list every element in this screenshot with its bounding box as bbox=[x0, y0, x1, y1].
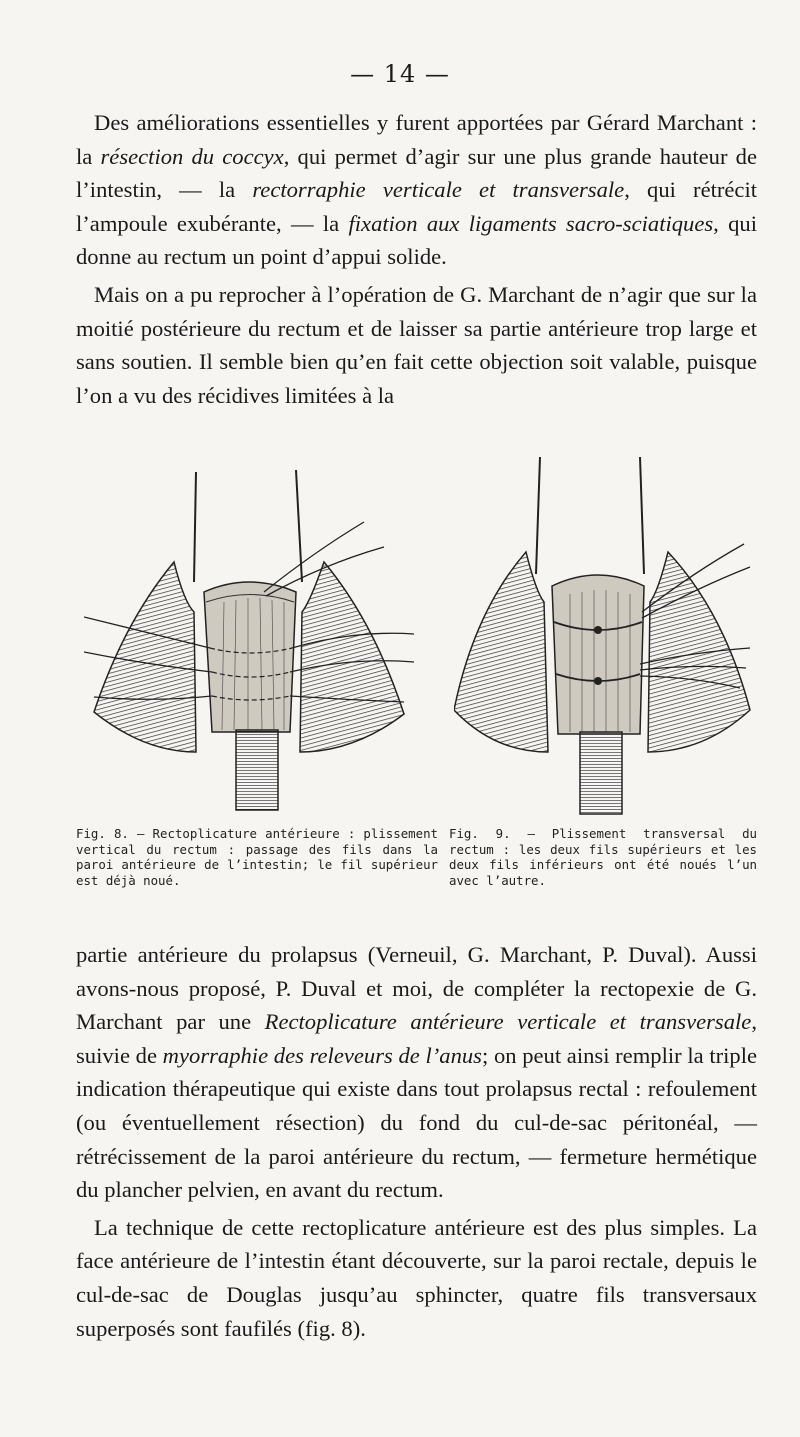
text-run: , qui rétrécit l’ampoule exubérante, — la bbox=[76, 177, 758, 236]
figures-row bbox=[76, 452, 757, 822]
italic-term-resection-coccyx: résection du coccyx bbox=[100, 143, 284, 169]
figure-captions bbox=[76, 826, 760, 906]
top-text-block bbox=[76, 106, 757, 412]
text-run: , qui permet d’agir sur une plus grande hauteur de l’intestin, — la bbox=[76, 143, 757, 203]
text-run: partie antérieure du prolapsus (Verneuil, G. Marchant, P. Duval). Aussi avons-nous proposé, P. Duval et moi, de compléter la rectopexie de G. Marchant par une bbox=[76, 942, 757, 1035]
text-run: , suivie de bbox=[76, 1009, 757, 1068]
paragraph-gerard-marchant bbox=[76, 106, 757, 274]
caption-fig-9: Fig. 9. — Plissement transversal du rectum : les deux fils supérieurs et les deux fils inférieurs ont été noués l’un avec l’autre. bbox=[449, 826, 757, 888]
bottom-text-block bbox=[76, 938, 757, 1345]
figure-8-illustration bbox=[84, 452, 414, 818]
paragraph-technique: La technique de cette rectoplicature antérieure est des plus simples. La face antérieure de l’intestin étant découverte, sur la paroi rectale, depuis le cul-de-sac de Douglas jusqu’au sphincter, quatre fils transversaux superposés sont faufilés (fig. 8). bbox=[76, 1214, 757, 1341]
italic-term-rectorraphie: rectorraphie verticale et transversale bbox=[252, 177, 625, 203]
text-run: ; on peut ainsi remplir la triple indication thérapeutique qui existe dans tout prolapsus rectal : refoulement (ou éventuellement résection) du fond du cul-de-sac péritonéal, — rétrécissement de la paroi antérieure du rectum, — fermeture hermétique du plancher pelvien, en avant du rectum. bbox=[76, 1042, 758, 1203]
knot-lower bbox=[594, 677, 602, 685]
knot-upper bbox=[594, 626, 602, 634]
paragraph-objection: Mais on a pu reprocher à l’opération de G. Marchant de n’agir que sur la moitié postérieure du rectum et de laisser sa partie antérieure trop large et sans soutien. Il semble bien qu’en fait cette objection soit valable, puisque l’on a vu des récidives limitées à la bbox=[76, 281, 757, 408]
caption-fig-8: Fig. 8. — Rectoplicature antérieure : plissement vertical du rectum : passage des fils dans la paroi antérieure de l’intestin; le fil supérieur est déjà noué. bbox=[76, 826, 438, 888]
figure-9-illustration bbox=[454, 452, 754, 818]
italic-term-rectoplicature: Rectoplicature antérieure verticale et transversale bbox=[264, 1009, 752, 1035]
page-number: — 14 — bbox=[350, 60, 450, 88]
text-run: Des améliorations essentielles y furent apportées par Gérard Marchant : la bbox=[76, 110, 757, 169]
text-run: , qui donne au rectum un point d’appui solide. bbox=[76, 210, 757, 270]
figure-9 bbox=[454, 452, 754, 818]
figure-8 bbox=[84, 452, 414, 818]
italic-term-myorraphie: myorraphie des releveurs de l’anus bbox=[162, 1042, 482, 1068]
paragraph-proposition bbox=[76, 938, 757, 1207]
italic-term-fixation: fixation aux ligaments sacro-sciatiques bbox=[348, 210, 714, 236]
